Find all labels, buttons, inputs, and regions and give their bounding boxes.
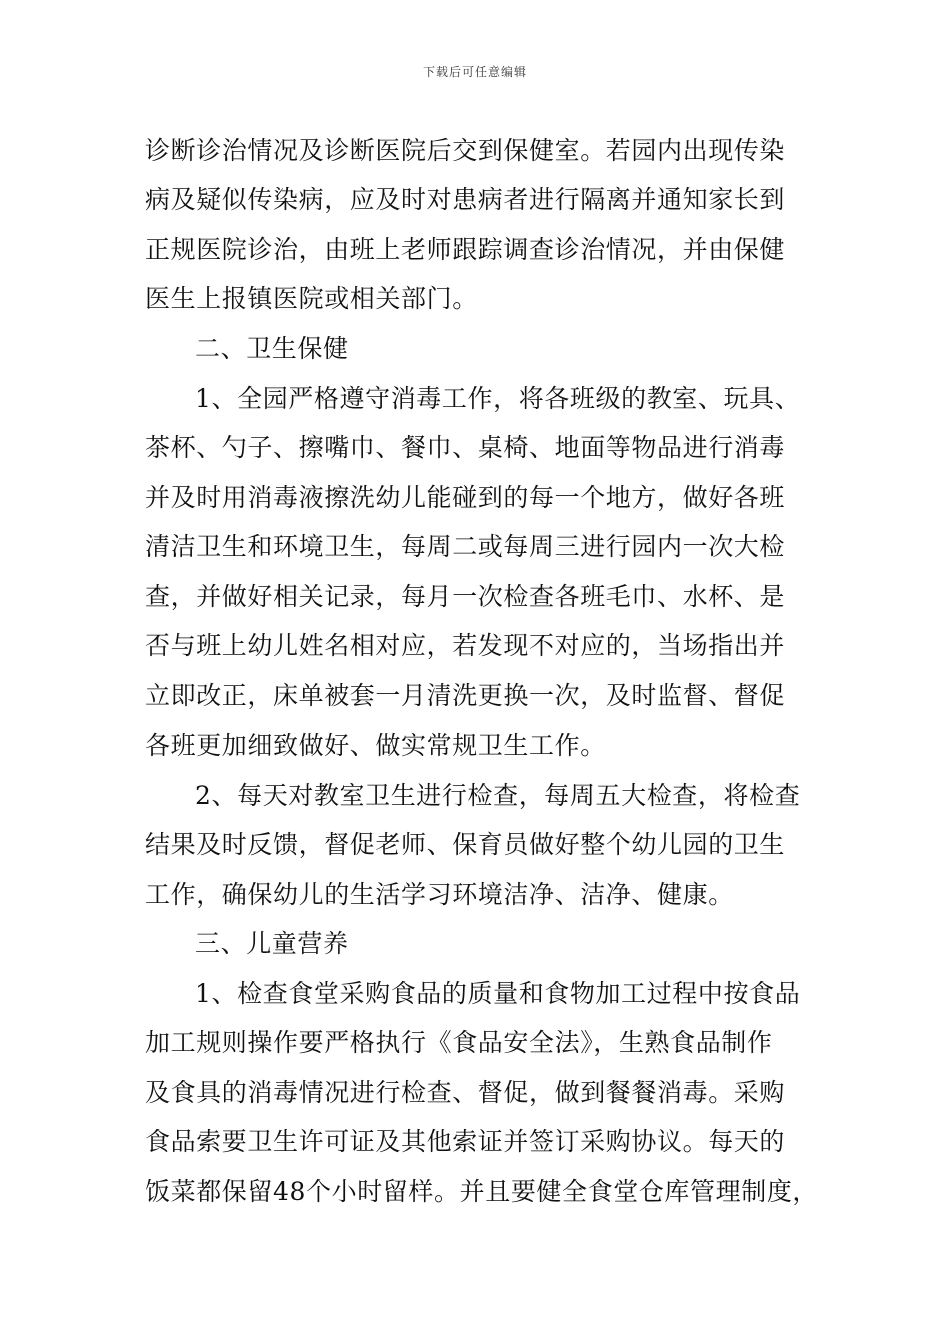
section-heading: 三、儿童营养: [195, 929, 349, 958]
section-heading: 二、卫生保健: [195, 334, 349, 363]
body-line: 结果及时反馈，督促老师、保育员做好整个幼儿园的卫生: [145, 830, 786, 859]
body-line: 诊断诊治情况及诊断医院后交到保健室。若园内出现传染: [145, 136, 786, 165]
paragraph-first-line: 1、检查食堂采购食品的质量和食物加工过程中按食品: [195, 979, 801, 1008]
body-line: 查，并做好相关记录，每月一次检查各班毛巾、水杯、是: [145, 582, 786, 611]
body-line: 工作，确保幼儿的生活学习环境洁净、洁净、健康。: [145, 880, 734, 909]
body-line: 加工规则操作要严格执行《食品安全法》，生熟食品制作: [145, 1028, 773, 1057]
body-line: 饭菜都保留48个小时留样。并且要健全食堂仓库管理制度，: [145, 1177, 819, 1206]
body-line: 正规医院诊治，由班上老师跟踪调查诊治情况，并由保健: [145, 235, 786, 264]
paragraph-first-line: 2、每天对教室卫生进行检查，每周五大检查，将检查: [195, 781, 801, 810]
page-header: 下载后可任意编辑: [422, 65, 527, 79]
paragraph-first-line: 1、全园严格遵守消毒工作，将各班级的教室、玩具、: [195, 384, 801, 413]
body-line: 及食具的消毒情况进行检查、督促，做到餐餐消毒。采购: [145, 1078, 786, 1107]
body-line: 各班更加细致做好、做实常规卫生工作。: [145, 731, 606, 760]
body-line: 病及疑似传染病，应及时对患病者进行隔离并通知家长到: [145, 185, 786, 214]
body-line: 清洁卫生和环境卫生，每周二或每周三进行园内一次大检: [145, 532, 786, 561]
body-line: 否与班上幼儿姓名相对应，若发现不对应的，当场指出并: [145, 631, 786, 660]
body-line: 立即改正，床单被套一月清洗更换一次，及时监督、督促: [145, 681, 786, 710]
body-line: 并及时用消毒液擦洗幼儿能碰到的每一个地方，做好各班: [145, 483, 786, 512]
body-line: 食品索要卫生许可证及其他索证并签订采购协议。每天的: [145, 1127, 786, 1156]
body-line: 医生上报镇医院或相关部门。: [145, 284, 478, 313]
body-line: 茶杯、勺子、擦嘴巾、餐巾、桌椅、地面等物品进行消毒: [145, 433, 786, 462]
